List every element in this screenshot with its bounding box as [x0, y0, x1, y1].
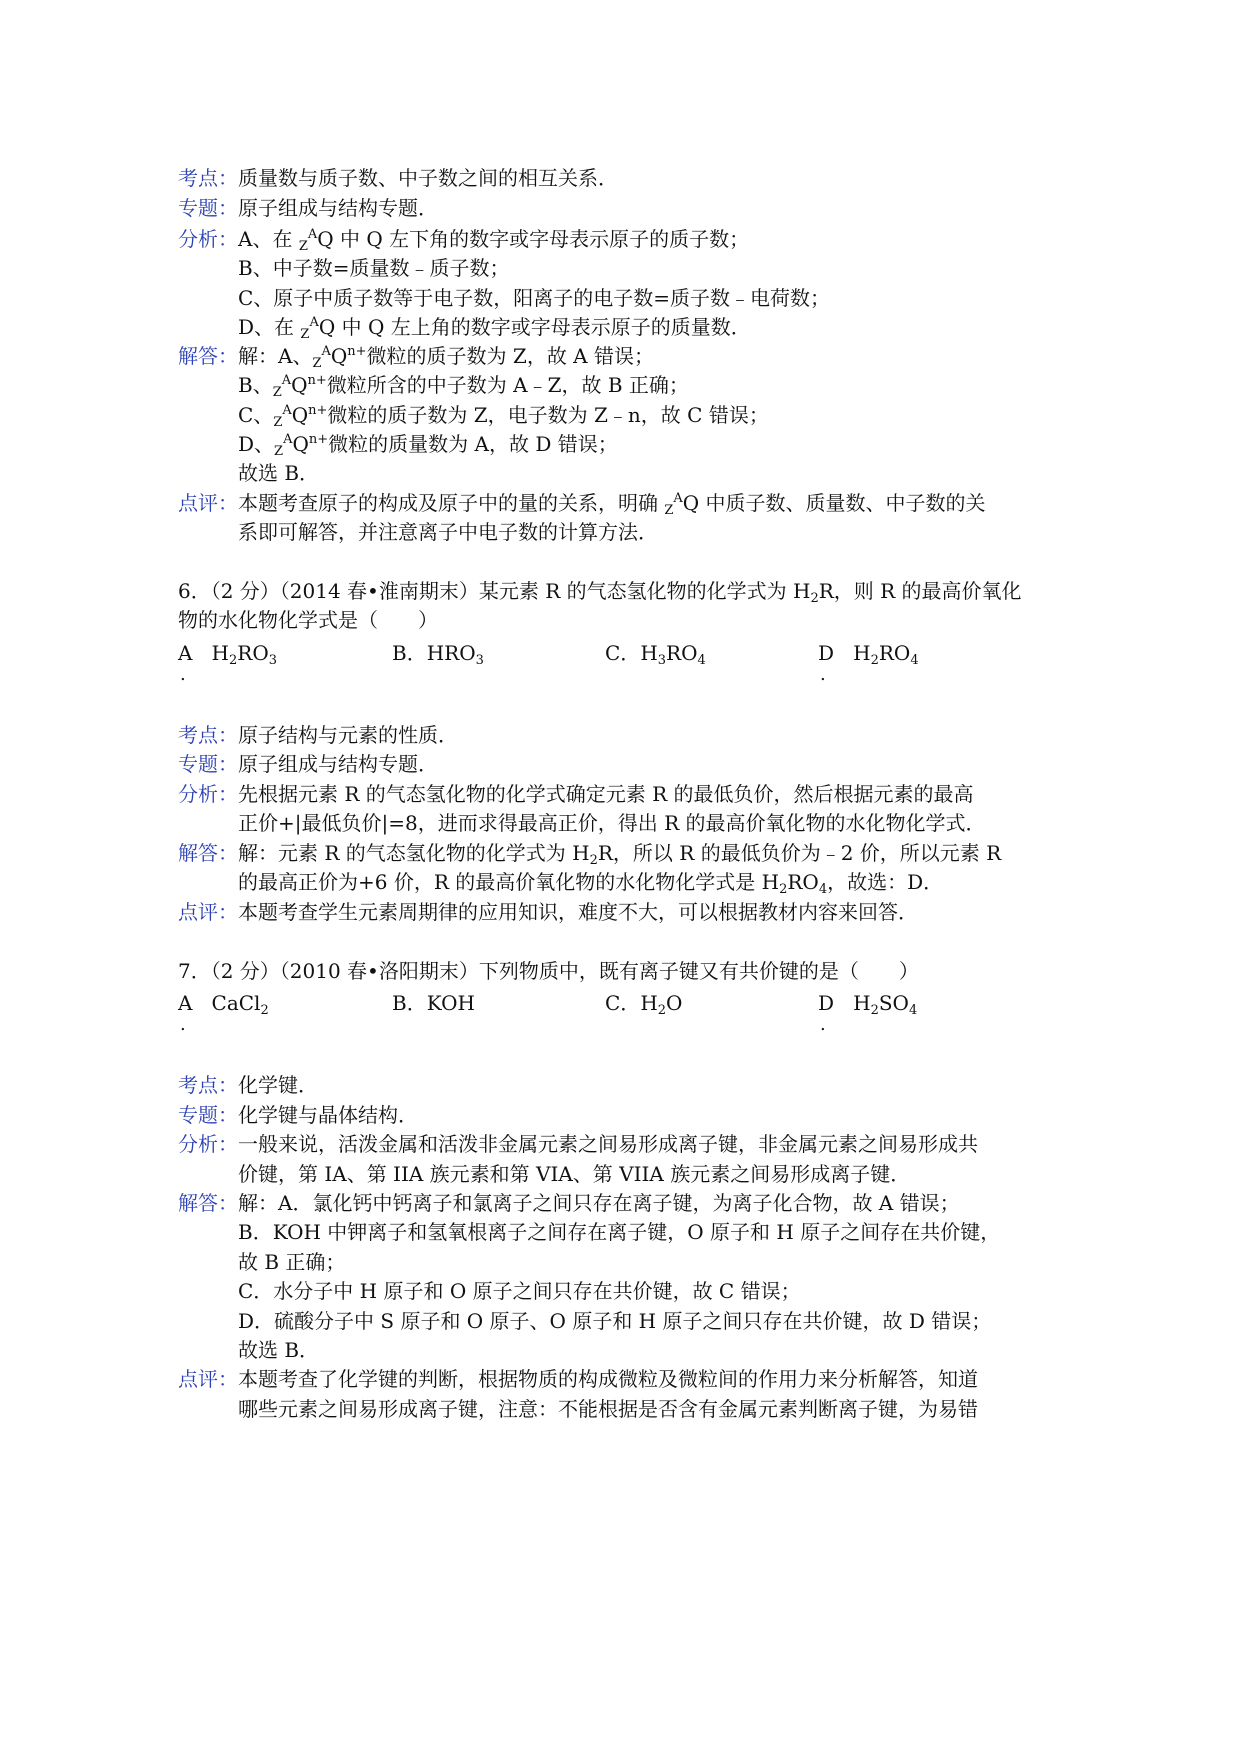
- q6-fenxi-label: 分析：: [178, 782, 238, 806]
- q5-dianping-l2: 系即可解答，并注意离子中电子数的计算方法．: [238, 520, 658, 544]
- q7-fenxi-l2: 价键，第 IA、第 IIA 族元素和第 VIA、第 VIIA 族元素之间易形成离子键．: [238, 1162, 911, 1186]
- q5-fenxi-d: D、在 $_Z^A$Q 中 Q 左上角的数字或字母表示原子的质量数．: [238, 315, 751, 342]
- q6-option-b[interactable]: B．$HRO_3$: [392, 641, 484, 668]
- q7-jieda-c: C．水分子中 H 原子和 O 原子之间只存在共价键，故 C 错误；: [238, 1279, 801, 1303]
- q7-option-d-dot: .: [820, 1014, 826, 1035]
- q7-option-a[interactable]: A CaCl$_2$: [178, 991, 269, 1018]
- q7-jieda-b1: B．KOH 中钾离子和氢氧根离子之间存在离子键，O 原子和 H 原子之间存在共价键，: [238, 1220, 1001, 1244]
- q7-jieda-label: 解答：: [178, 1191, 238, 1215]
- q6-dianping-label: 点评：: [178, 900, 238, 924]
- q6-option-a[interactable]: A $H_2RO_3$: [178, 641, 278, 668]
- q5-jieda-c: C、$_Z^AQ^{n+}$微粒的质子数为 Z，电子数为 Z﹣n，故 C 错误；: [238, 403, 769, 430]
- q7-option-a-dot: .: [180, 1014, 186, 1035]
- q6-dianping: 点评：本题考查学生元素周期律的应用知识，难度不大，可以根据教材内容来回答．: [178, 900, 918, 924]
- q6-option-a-dot: .: [180, 664, 186, 685]
- q6-stem-l1: 6．（2 分）（2014 春•淮南期末）某元素 R 的气态氢化物的化学式为 $H_2R$，则 R 的最高价氧化: [178, 579, 1022, 606]
- q5-dianping-l1: 点评：本题考查原子的构成及原子中的量的关系，明确 $_Z^A$Q 中质子数、质量数、中子数的关: [178, 491, 986, 518]
- q7-jieda-d: D．硫酸分子中 S 原子和 O 原子、O 原子和 H 原子之间只存在共价键，故 D 错误；: [238, 1309, 992, 1333]
- q5-jieda-conclusion: 故选 B．: [238, 461, 320, 485]
- q5-fenxi-b: B、中子数=质量数﹣质子数；: [238, 256, 510, 280]
- q7-jieda-conclusion: 故选 B．: [238, 1338, 320, 1362]
- q5-jieda-label: 解答：: [178, 344, 238, 368]
- q5-zhuanti-label: 专题：: [178, 196, 238, 220]
- q6-jieda-l2: 的最高正价为+6 价，R 的最高价氧化物的水化物化学式是 $H_2RO_4$，故选：D．: [238, 870, 944, 897]
- q7-option-d[interactable]: D $H_2SO_4$: [818, 991, 918, 1018]
- q5-jieda-b: B、$_Z^AQ^{n+}$微粒所含的中子数为 A﹣Z，故 B 正确；: [238, 373, 689, 400]
- q6-option-d[interactable]: D $H_2RO_4$: [818, 641, 919, 668]
- q6-fenxi-l1: 分析：先根据元素 R 的气态氢化物的化学式确定元素 R 的最低负价，然后根据元素的最高: [178, 782, 974, 806]
- q7-dianping-label: 点评：: [178, 1367, 238, 1391]
- q7-kaodian-label: 考点：: [178, 1073, 238, 1097]
- q7-dianping-l1: 点评：本题考查了化学键的判断，根据物质的构成微粒及微粒间的作用力来分析解答，知道: [178, 1367, 978, 1391]
- q5-zhuanti: 专题：原子组成与结构专题．: [178, 196, 438, 220]
- q6-zhuanti: 专题：原子组成与结构专题．: [178, 752, 438, 776]
- q7-jieda-a: 解答：解：A．氯化钙中钙离子和氯离子之间只存在离子键，为离子化合物，故 A 错误；: [178, 1191, 960, 1215]
- q7-option-c[interactable]: C．$H_2O$: [605, 991, 683, 1018]
- q6-option-d-dot: .: [820, 664, 826, 685]
- q5-jieda-a: 解答：解：A、$_Z^AQ^{n+}$微粒的质子数为 Z，故 A 错误；: [178, 344, 654, 371]
- q7-zhuanti-label: 专题：: [178, 1103, 238, 1127]
- q6-fenxi-l2: 正价+|最低负价|=8，进而求得最高正价，得出 R 的最高价氧化物的水化物化学式．: [238, 811, 986, 835]
- q6-stem-l2: 物的水化物化学式是（ ）: [178, 608, 438, 632]
- q6-jieda-l1: 解答：解：元素 R 的气态氢化物的化学式为 $H_2R$，所以 R 的最低负价为﹣2 价，所以元素 R: [178, 841, 1002, 868]
- q7-stem: 7．（2 分）（2010 春•洛阳期末）下列物质中，既有离子键又有共价键的是（ ）: [178, 959, 919, 983]
- q5-kaodian: 考点：质量数与质子数、中子数之间的相互关系．: [178, 166, 618, 190]
- q5-fenxi-a: 分析：A、在 $_Z^A$Q 中 Q 左下角的数字或字母表示原子的质子数；: [178, 227, 750, 254]
- q6-zhuanti-label: 专题：: [178, 752, 238, 776]
- q5-kaodian-label: 考点：: [178, 166, 238, 190]
- q7-fenxi-l1: 分析：一般来说，活泼金属和活泼非金属元素之间易形成离子键，非金属元素之间易形成共: [178, 1132, 978, 1156]
- q6-kaodian-label: 考点：: [178, 723, 238, 747]
- q6-jieda-label: 解答：: [178, 841, 238, 865]
- q6-option-c[interactable]: C．$H_3RO_4$: [605, 641, 706, 668]
- q5-fenxi-label: 分析：: [178, 227, 238, 251]
- q7-dianping-l2: 哪些元素之间易形成离子键，注意：不能根据是否含有金属元素判断离子键，为易错: [238, 1397, 978, 1421]
- q6-kaodian: 考点：原子结构与元素的性质．: [178, 723, 458, 747]
- q7-zhuanti: 专题：化学键与晶体结构．: [178, 1103, 418, 1127]
- q5-fenxi-c: C、原子中质子数等于电子数，阳离子的电子数=质子数﹣电荷数；: [238, 286, 831, 310]
- q5-dianping-label: 点评：: [178, 491, 238, 515]
- q7-jieda-b2: 故 B 正确；: [238, 1250, 346, 1274]
- q5-jieda-d: D、$_Z^AQ^{n+}$微粒的质量数为 A，故 D 错误；: [238, 432, 618, 459]
- q7-option-b[interactable]: B．KOH: [392, 991, 475, 1015]
- q7-kaodian: 考点：化学键．: [178, 1073, 318, 1097]
- q7-fenxi-label: 分析：: [178, 1132, 238, 1156]
